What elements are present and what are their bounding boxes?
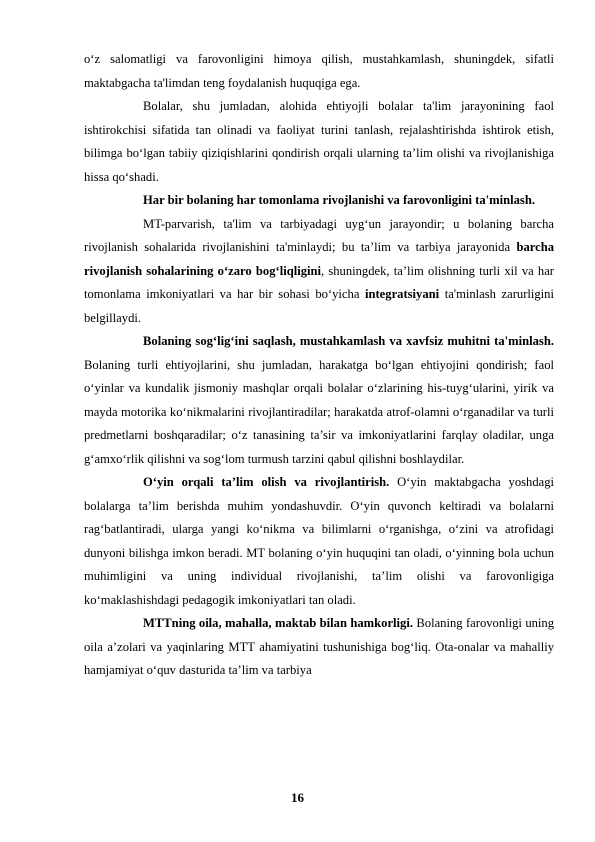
paragraph-integration-text-c: ta'minlash zarurligini belgillaydi. — [84, 287, 554, 325]
paragraph-integration-bold-a: barcha rivojlanish sohalarining o‘zaro bog‘liqligini — [84, 240, 554, 278]
paragraph-partnership-text: Bolaning farovonligi uning oila a’zolari va yaqinlaring MTT ahamiyatini tushunishiga bog‘liq. Ota-onalar va mahalliy hamjamiyat o‘quv dasturida ta’lim va tarbiya — [84, 616, 555, 677]
paragraph-integration-text-b: , shuningdek, ta’lim olishning turli xil va har tomonlama imkoniyatlari va har bir sohasi bo‘yicha — [84, 263, 554, 301]
heading-comprehensive-development: Har bir bolaning har tomonlama rivojlanishi va farovonligini ta'minlash. — [143, 193, 535, 207]
page-body — [84, 48, 554, 683]
paragraph-continuation: o‘z salomatligi va farovonligini himoya qilish, mustahkamlash, shuningdek, sifatli maktabgacha ta'limdan teng foydalanish huquqiga ega. — [84, 52, 554, 90]
paragraph-health-safety-text: Bolaning turli ehtiyojlarini, shu jumladan, harakatga bo‘lgan ehtiyojini qondirish; faol o‘yinlar va kundalik jismoniy mashqlar orqali bolalar o‘zlarining his-tuyg‘ularini, yirik va mayda motorika ko‘nikmalarini rivojlantiradilar; harakatda atrof-olamni o‘rganadilar va turli predmetlarni boshqaradilar; o‘z tanasining ta’sir va imkoniyatlarini farqlay oladilar, unga g‘amxo‘rlik qilishni va sog‘lom turmush tarzini qabul qilishni boshlaydilar. — [84, 357, 554, 466]
paragraph-integration-text-a: MT-parvarish, ta'lim va tarbiyadagi uyg‘un jarayondir; u bolaning barcha rivojlanish sohalarida rivojlanishini ta'minlaydi; bu ta’lim va tarbiya jarayonida — [84, 216, 554, 254]
heading-partnership: MTTning oila, mahalla, maktab bilan hamkorligi. — [143, 616, 413, 630]
paragraph-play-learning-text: O‘yin maktabgacha yoshdagi bolalarga ta’lim berishda muhim yondashuvdir. O‘yin quvonch keltiradi va bolalarni rag‘batlantiradi, ularga yangi ko‘nikma va bilimlarni o‘rganishga, o‘zini va atrofidagi dunyoni bilishga imkon beradi. MT bolaning o‘yin huquqini tan oladi, o‘yinning bola uchun muhimligini va uning individual rivojlanishi, ta’lim olishi va farovonligiga ko‘maklashishdagi pedagogik imkoniyatlari tan oladi. — [84, 475, 554, 607]
page-number: 16 — [291, 790, 304, 805]
paragraph-partnership — [84, 612, 554, 683]
paragraph-health-safety — [84, 330, 554, 471]
heading-health-safety: Bolaning sog‘lig‘ini saqlash, mustahkamlash va xavfsiz muhitni ta'minlash. — [143, 334, 554, 348]
paragraph-integration-bold-b: integratsiyani — [364, 287, 440, 301]
heading-play-learning: O‘yin orqali ta’lim olish va rivojlantirish. — [143, 475, 390, 489]
paragraph-play-learning — [84, 471, 554, 612]
paragraph-integration — [84, 213, 554, 331]
paragraph-children-participation: Bolalar, shu jumladan, alohida ehtiyojli bolalar ta'lim jarayonining faol ishtirokchisi sifatida tan olinadi va faoliyat turini tanlash, rejalashtirishda ishtirok etish, bilimga bo‘lgan tabiiy qiziqishlarini qondirish orqali ularning ta’lim olishi va rivojlanishiga hissa qo‘shadi. — [84, 99, 554, 184]
